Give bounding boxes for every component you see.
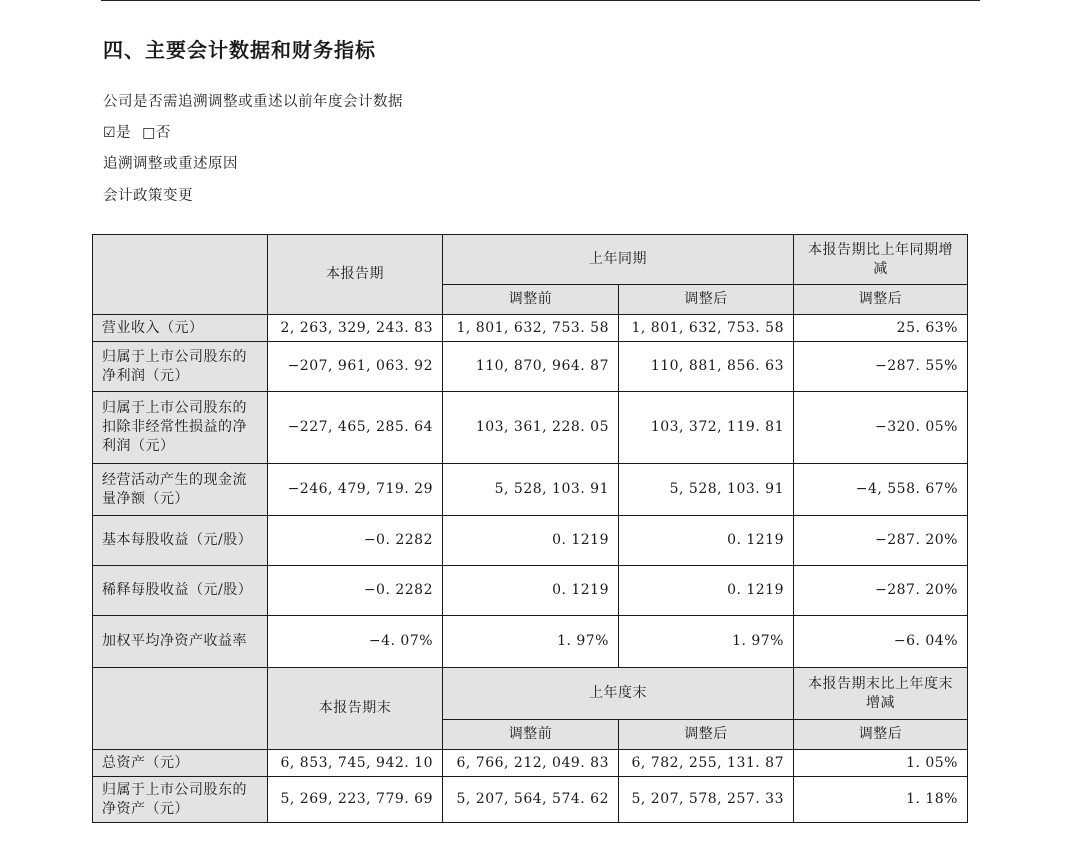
change-value: 1. 18% [794,777,968,823]
change-value: 25. 63% [794,315,968,342]
current-value: −4. 07% [268,616,443,668]
current-value: 6, 853, 745, 942. 10 [268,750,443,777]
after-value: 0. 1219 [619,516,794,566]
change-value: −287. 20% [794,516,968,566]
restatement-reason-label: 追溯调整或重述原因 [103,156,238,172]
table-row [93,616,968,668]
restatement-reason-value: 会计政策变更 [103,188,193,204]
table-row [93,750,968,777]
table2-col-current: 本报告期末 [268,668,443,750]
table1-col-current: 本报告期 [268,235,443,315]
current-value: 2, 263, 329, 243. 83 [268,315,443,342]
table2-sub-after: 调整后 [619,720,794,750]
checked-checkbox-icon: ☑ [103,125,117,141]
row-label: 归属于上市公司股东的净资产（元） [93,777,268,823]
table2-header-row [93,668,968,720]
change-value: −4, 558. 67% [794,464,968,516]
change-value: −320. 05% [794,392,968,464]
after-value: 5, 528, 103. 91 [619,464,794,516]
after-value: 110, 881, 856. 63 [619,342,794,392]
table1-col-change: 本报告期比上年同期增减 [794,235,968,285]
row-label: 经营活动产生的现金流量净额（元） [93,464,268,516]
restatement-options [103,121,171,142]
current-value: −0. 2282 [268,566,443,616]
table2-sub-before: 调整前 [443,720,619,750]
before-value: 6, 766, 212, 049. 83 [443,750,619,777]
after-value: 0. 1219 [619,566,794,616]
financial-indicators-table [92,234,968,823]
table-row [93,516,968,566]
after-value: 5, 207, 578, 257. 33 [619,777,794,823]
before-value: 0. 1219 [443,566,619,616]
table-row [93,777,968,823]
table2-sub-change-after: 调整后 [794,720,968,750]
before-value: 5, 207, 564, 574. 62 [443,777,619,823]
before-value: 0. 1219 [443,516,619,566]
current-value: −227, 465, 285. 64 [268,392,443,464]
table2-col-prior: 上年度末 [443,668,794,720]
yes-label: 是 [116,125,132,141]
change-value: 1. 05% [794,750,968,777]
after-value: 1, 801, 632, 753. 58 [619,315,794,342]
change-value: −287. 55% [794,342,968,392]
before-value: 5, 528, 103. 91 [443,464,619,516]
current-value: −246, 479, 719. 29 [268,464,443,516]
no-label: 否 [155,125,171,141]
after-value: 1. 97% [619,616,794,668]
row-label: 基本每股收益（元/股） [93,516,268,566]
row-label: 归属于上市公司股东的扣除非经常性损益的净利润（元） [93,392,268,464]
table-row [93,342,968,392]
unchecked-checkbox-icon: □ [142,125,156,141]
row-label: 归属于上市公司股东的净利润（元） [93,342,268,392]
row-label: 营业收入（元） [93,315,268,342]
table1-corner-cell [93,235,268,315]
after-value: 103, 372, 119. 81 [619,392,794,464]
table1-sub-before: 调整前 [443,285,619,315]
current-value: −0. 2282 [268,516,443,566]
table1-sub-change-after: 调整后 [794,285,968,315]
change-value: −6. 04% [794,616,968,668]
after-value: 6, 782, 255, 131. 87 [619,750,794,777]
section-heading: 四、主要会计数据和财务指标 [103,38,376,62]
table-row [93,392,968,464]
row-label: 加权平均净资产收益率 [93,616,268,668]
table2-col-change: 本报告期末比上年度末增减 [794,668,968,720]
restatement-question: 公司是否需追溯调整或重述以前年度会计数据 [103,94,403,110]
table1-col-prior: 上年同期 [443,235,794,285]
before-value: 110, 870, 964. 87 [443,342,619,392]
table-row [93,566,968,616]
row-label: 总资产（元） [93,750,268,777]
before-value: 1. 97% [443,616,619,668]
table2-corner-cell [93,668,268,750]
row-label: 稀释每股收益（元/股） [93,566,268,616]
before-value: 1, 801, 632, 753. 58 [443,315,619,342]
table-row [93,315,968,342]
table1-header-row [93,235,968,285]
table-row [93,464,968,516]
change-value: −287. 20% [794,566,968,616]
current-value: −207, 961, 063. 92 [268,342,443,392]
table1-sub-after: 调整后 [619,285,794,315]
top-rule [101,0,980,1]
current-value: 5, 269, 223, 779. 69 [268,777,443,823]
before-value: 103, 361, 228. 05 [443,392,619,464]
